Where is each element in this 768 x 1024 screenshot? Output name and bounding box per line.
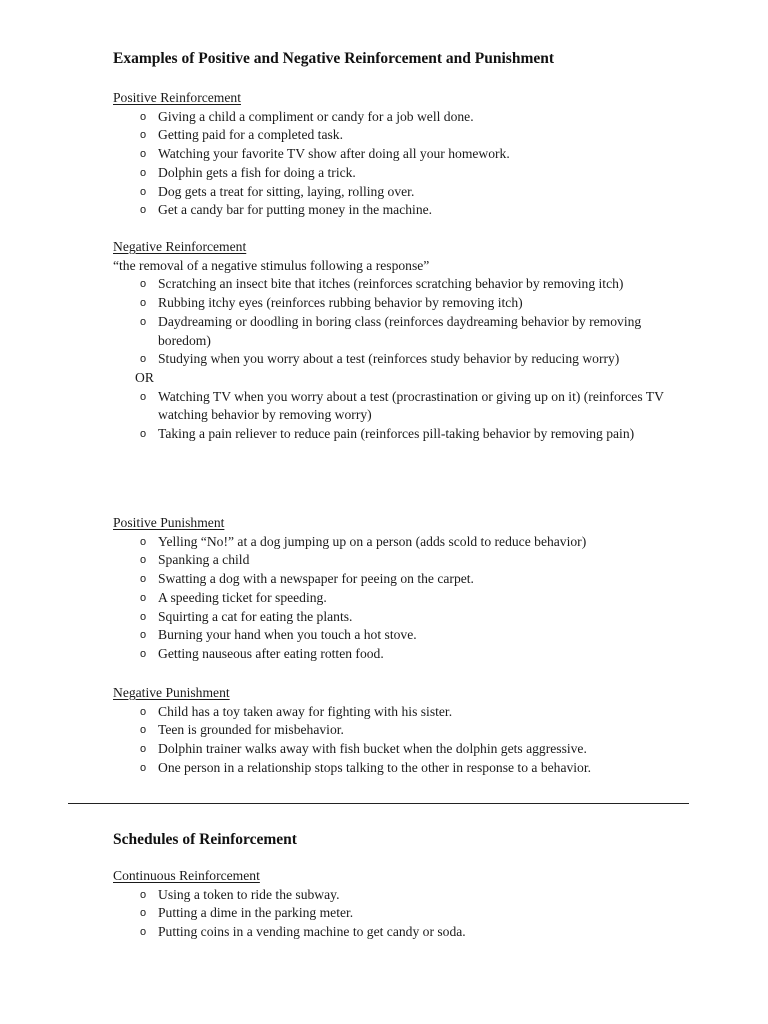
list-item: o Putting coins in a vending machine to get candy or soda. xyxy=(113,923,673,942)
section-heading: Positive Reinforcement xyxy=(113,90,241,105)
bullet-icon: o xyxy=(140,610,147,623)
list-item: o Dolphin gets a fish for doing a trick. xyxy=(113,164,673,183)
bullet-icon: o xyxy=(140,390,147,403)
list-item: o A speeding ticket for speeding. xyxy=(113,589,673,608)
list-item: o Daydreaming or doodling in boring class (reinforces daydreaming behavior by removing boredom) xyxy=(140,313,642,348)
bullet-icon: o xyxy=(140,185,147,198)
list-item: o Dog gets a treat for sitting, laying, rolling over. xyxy=(113,183,673,202)
bullet-icon: o xyxy=(140,148,147,161)
bullet-icon: o xyxy=(140,297,147,310)
list-item: o Teen is grounded for misbehavior. xyxy=(113,721,673,740)
bullet-icon: o xyxy=(140,724,147,737)
bullet-icon: o xyxy=(140,129,147,142)
list-item: o Watching TV when you worry about a test (procrastination or giving up on it) (reinforces TV watching behavior by removing worry) xyxy=(140,388,664,423)
bullet-icon: o xyxy=(140,166,147,179)
list-item: o Scratching an insect bite that itches (reinforces scratching behavior by removing itch) xyxy=(113,275,673,294)
bullet-icon: o xyxy=(140,907,147,920)
list-item: o Spanking a child xyxy=(113,551,673,570)
list-item: o Getting nauseous after eating rotten food. xyxy=(113,645,673,664)
bullet-list xyxy=(113,108,673,220)
bullet-icon: o xyxy=(140,761,147,774)
bullet-icon: o xyxy=(140,535,147,548)
section-heading: Continuous Reinforcement xyxy=(113,868,260,883)
list-item: o Getting paid for a completed task. xyxy=(113,126,673,145)
bullet-list xyxy=(113,703,673,778)
list-item: o Yelling “No!” at a dog jumping up on a person (adds scold to reduce behavior) xyxy=(113,533,673,552)
section-negative-punishment xyxy=(113,684,673,778)
list-item: o Using a token to ride the subway. xyxy=(113,886,673,905)
bullet-icon: o xyxy=(140,647,147,660)
or-label: OR xyxy=(135,369,154,385)
page-title: Examples of Positive and Negative Reinforcement and Punishment xyxy=(113,50,555,67)
bullet-icon: o xyxy=(140,554,147,567)
list-item: o Putting a dime in the parking meter. xyxy=(113,904,673,923)
section-positive-punishment xyxy=(113,514,673,664)
bullet-icon: o xyxy=(140,591,147,604)
definition-text: “the removal of a negative stimulus following a response” xyxy=(113,257,430,273)
list-item: o Dolphin trainer walks away with fish bucket when the dolphin gets aggressive. xyxy=(113,740,673,759)
horizontal-divider xyxy=(68,803,689,804)
section-heading: Positive Punishment xyxy=(113,515,225,530)
bullet-icon: o xyxy=(140,743,147,756)
bullet-icon: o xyxy=(140,315,147,328)
list-item: o Studying when you worry about a test (reinforces study behavior by reducing worry) xyxy=(113,350,673,369)
bullet-icon: o xyxy=(140,204,147,217)
list-item: o Burning your hand when you touch a hot stove. xyxy=(113,626,673,645)
bullet-list xyxy=(113,886,673,942)
section-positive-reinforcement xyxy=(113,89,673,220)
bullet-icon: o xyxy=(140,278,147,291)
bullet-icon: o xyxy=(140,705,147,718)
list-item: o One person in a relationship stops talking to the other in response to a behavior. xyxy=(113,759,673,778)
section-negative-reinforcement xyxy=(113,238,673,444)
bullet-icon: o xyxy=(140,888,147,901)
bullet-icon: o xyxy=(140,428,147,441)
list-item: o Child has a toy taken away for fighting with his sister. xyxy=(113,703,673,722)
bullet-list xyxy=(113,275,673,369)
list-item: o Squirting a cat for eating the plants. xyxy=(113,608,673,627)
section-heading: Negative Reinforcement xyxy=(113,239,247,254)
bullet-icon: o xyxy=(140,110,147,123)
bullet-icon: o xyxy=(140,573,147,586)
list-item: o Taking a pain reliever to reduce pain (reinforces pill-taking behavior by removing pain) xyxy=(113,425,673,444)
list-item: o Swatting a dog with a newspaper for peeing on the carpet. xyxy=(113,570,673,589)
schedules-title: Schedules of Reinforcement xyxy=(113,831,297,848)
bullet-icon: o xyxy=(140,629,147,642)
list-item: o Get a candy bar for putting money in the machine. xyxy=(113,201,673,220)
bullet-list xyxy=(113,533,673,664)
bullet-icon: o xyxy=(140,926,147,939)
list-item: o Giving a child a compliment or candy for a job well done. xyxy=(113,108,673,127)
list-item: o Watching your favorite TV show after doing all your homework. xyxy=(113,145,673,164)
section-continuous-reinforcement xyxy=(113,867,673,942)
section-heading: Negative Punishment xyxy=(113,685,230,700)
bullet-list xyxy=(113,388,673,444)
bullet-icon: o xyxy=(140,353,147,366)
list-item: o Rubbing itchy eyes (reinforces rubbing behavior by removing itch) xyxy=(113,294,673,313)
